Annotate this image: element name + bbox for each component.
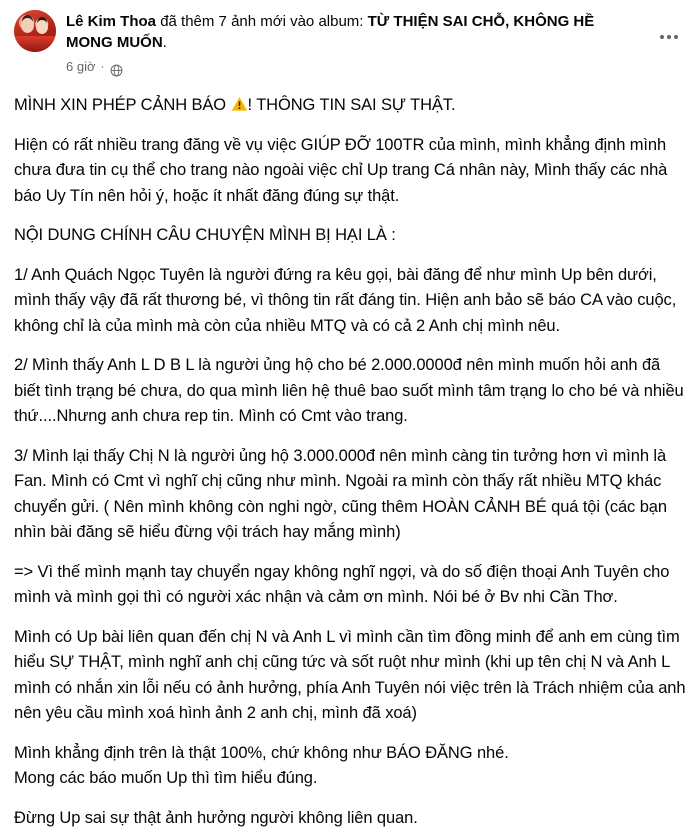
- more-options-icon[interactable]: [652, 20, 686, 54]
- post-header-text: [66, 10, 642, 77]
- menu-dot: [667, 35, 671, 39]
- globe-icon[interactable]: [110, 62, 123, 75]
- album-name[interactable]: TỪ THIỆN SAI CHỖ, KHÔNG HỀ MONG MUỐN: [66, 13, 594, 51]
- post-paragraph: => Vì thế mình mạnh tay chuyển ngay không nghĩ ngợi, và do số điện thoại Anh Tuyên cho mình và mình gọi thì có người xác nhận và cảm ơn mình. Nói bé ở Bv nhi Cần Thơ.: [14, 560, 686, 611]
- post-paragraph: Mong các báo muốn Up thì tìm hiểu đúng.: [14, 766, 686, 792]
- menu-dot: [674, 35, 678, 39]
- post-paragraph: 3/ Mình lại thấy Chị N là người ủng hộ 3.000.000đ nên mình càng tin tưởng hơn vì mình là Fan. Mình có Cmt vì nghĩ chị cũng như mình. Ngoài ra mình còn thấy rất nhiều MTQ khác chuyển gửi. ( Nên mình không còn nghi ngờ, cũng thêm HOÀN CẢNH BÉ quá tội (các bạn nhìn bài đăng sẽ hiểu đừng vội trách hay mắng mình): [14, 444, 686, 546]
- paragraph-text-pre: MÌNH XIN PHÉP CẢNH BÁO: [14, 96, 231, 114]
- post-paragraph: Đừng Up sai sự thật ảnh hưởng người không liên quan.: [14, 806, 686, 831]
- avatar-body: [14, 36, 56, 52]
- post-body: [14, 93, 686, 831]
- menu-dot: [660, 35, 664, 39]
- post-paragraph: 2/ Mình thấy Anh L D B L là người ủng hộ cho bé 2.000.0000đ nên mình muốn hỏi anh đã biết tình trạng bé chưa, do qua mình liên hệ thuê bao suốt mình tâm trạng lo cho bé và nhiều thứ....Nhưng anh chưa rep tin. Mình có Cmt vào trang.: [14, 353, 686, 430]
- avatar-face-right: [36, 20, 48, 34]
- avatar[interactable]: [14, 10, 56, 52]
- post-paragraph: Mình có Up bài liên quan đến chị N và Anh L vì mình cần tìm đồng minh để anh em cùng tìm hiểu SỰ THẬT, mình nghĩ anh chị cũng tức và sốt ruột như mình (khi up tên chị N và Anh L mình có nhắn xin lỗi nếu có ảnh hưởng, phía Anh Tuyên nói việc trên là Trách nhiệm của anh nên yêu cầu mình xoá hình ảnh 2 anh chị, mình đã xoá): [14, 625, 686, 727]
- paragraph-text-post: ! THÔNG TIN SAI SỰ THẬT.: [248, 96, 456, 114]
- post-paragraph: NỘI DUNG CHÍNH CÂU CHUYỆN MÌNH BỊ HẠI LÀ :: [14, 223, 686, 249]
- meta-separator: ·: [101, 56, 105, 77]
- post-timestamp[interactable]: 6 giờ: [66, 56, 96, 77]
- post-action-text: đã thêm 7 ảnh mới vào album:: [160, 13, 363, 30]
- post-paragraph: Hiện có rất nhiều trang đăng về vụ việc GIÚP ĐỠ 100TR của mình, mình khẳng định mình chưa đưa tin cụ thể cho trang nào ngoài việc chỉ Up trang Cá nhân này, Mình thấy các nhà báo Uy Tín nên hỏi ý, hoặc ít nhất đăng đúng sự thật.: [14, 133, 686, 210]
- warning-icon: [231, 95, 248, 111]
- album-suffix: .: [163, 34, 167, 51]
- post-header: [14, 10, 686, 77]
- post-paragraph: 1/ Anh Quách Ngọc Tuyên là người đứng ra kêu gọi, bài đăng để như mình Up bên dưới, mình thấy vậy đã rất thương bé, vì thông tin rất đáng tin. Hiện anh bảo sẽ báo CA vào cuộc, không chỉ là của mình mà còn của nhiều MTQ và có cả 2 Anh chị mình nêu.: [14, 263, 686, 340]
- avatar-face-left: [21, 18, 34, 33]
- post-paragraph: [14, 93, 686, 119]
- post-paragraph: Mình khẳng định trên là thật 100%, chứ không như BÁO ĐĂNG nhé.: [14, 741, 686, 767]
- author-name[interactable]: Lê Kim Thoa: [66, 13, 156, 30]
- post-meta: [66, 56, 642, 77]
